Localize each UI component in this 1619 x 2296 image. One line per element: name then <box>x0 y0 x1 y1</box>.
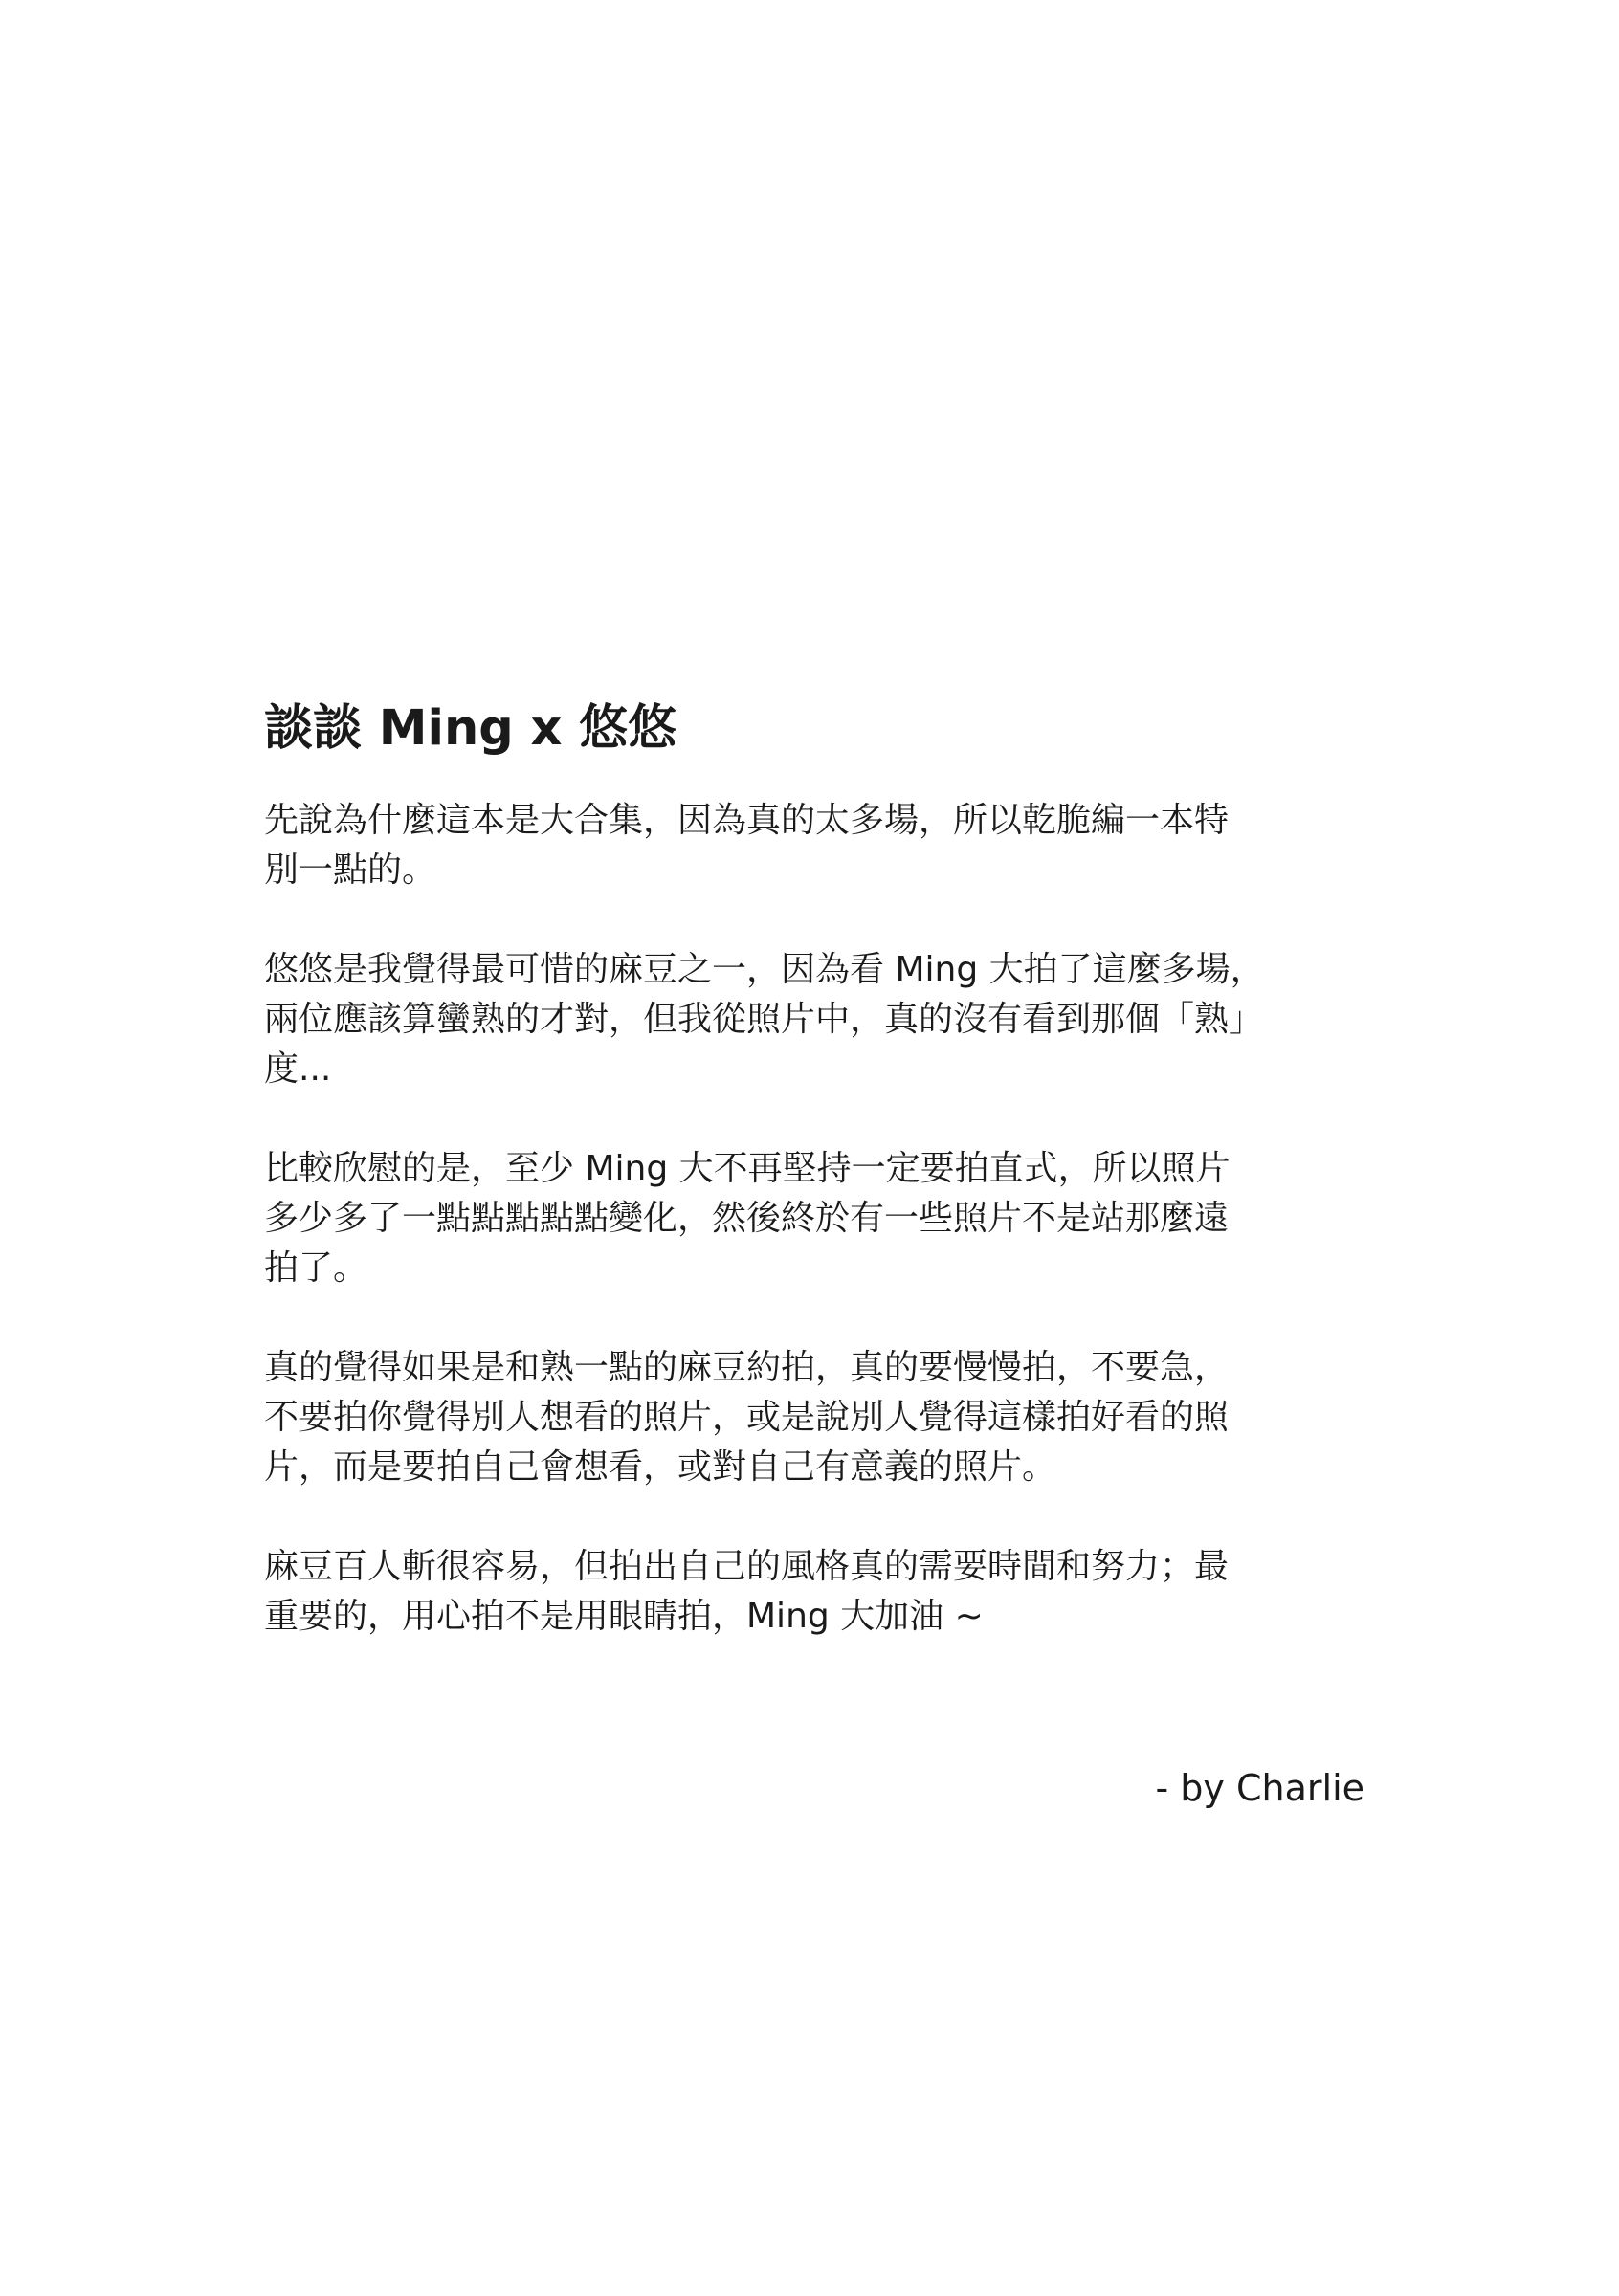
author-signature: - by Charlie <box>1155 1767 1364 1809</box>
paragraph-line: 先說為什麼這本是大合集，因為真的太多場，所以乾脆編一本特 <box>264 801 1230 840</box>
article <box>264 698 1364 1691</box>
paragraph-line: 片，而是要拍自己會想看，或對自己有意義的照片。 <box>264 1447 1057 1487</box>
article-title: 談談 Ming x 悠悠 <box>264 700 677 757</box>
paragraph-2 <box>264 945 1364 1094</box>
paragraph-line: 多少多了一點點點點點變化，然後終於有一些照片不是站那麼遠 <box>264 1199 1230 1238</box>
paragraph-3 <box>264 1144 1364 1293</box>
paragraph-line: 別一點的。 <box>264 850 437 890</box>
paragraph-line: 重要的，用心拍不是用眼睛拍，Ming 大加油 ~ <box>264 1597 984 1636</box>
paragraph-4 <box>264 1343 1364 1492</box>
paragraph-line: 度... <box>264 1049 332 1089</box>
paragraph-5 <box>264 1542 1364 1642</box>
paragraph-line: 不要拍你覺得別人想看的照片，或是說別人覺得這樣拍好看的照 <box>264 1398 1230 1437</box>
paragraph-line: 真的覺得如果是和熟一點的麻豆約拍，真的要慢慢拍，不要急， <box>264 1348 1230 1387</box>
paragraph-line: 兩位應該算蠻熟的才對，但我從照片中，真的沒有看到那個「熟」 <box>264 1000 1264 1039</box>
paragraph-line: 悠悠是我覺得最可惜的麻豆之一，因為看 Ming 大拍了這麼多場， <box>264 950 1265 989</box>
paragraph-line: 麻豆百人斬很容易，但拍出自己的風格真的需要時間和努力；最 <box>264 1547 1230 1586</box>
paragraph-1 <box>264 796 1364 895</box>
paragraph-line: 比較欣慰的是，至少 Ming 大不再堅持一定要拍直式，所以照片 <box>264 1149 1231 1188</box>
paragraph-line: 拍了。 <box>264 1248 368 1288</box>
